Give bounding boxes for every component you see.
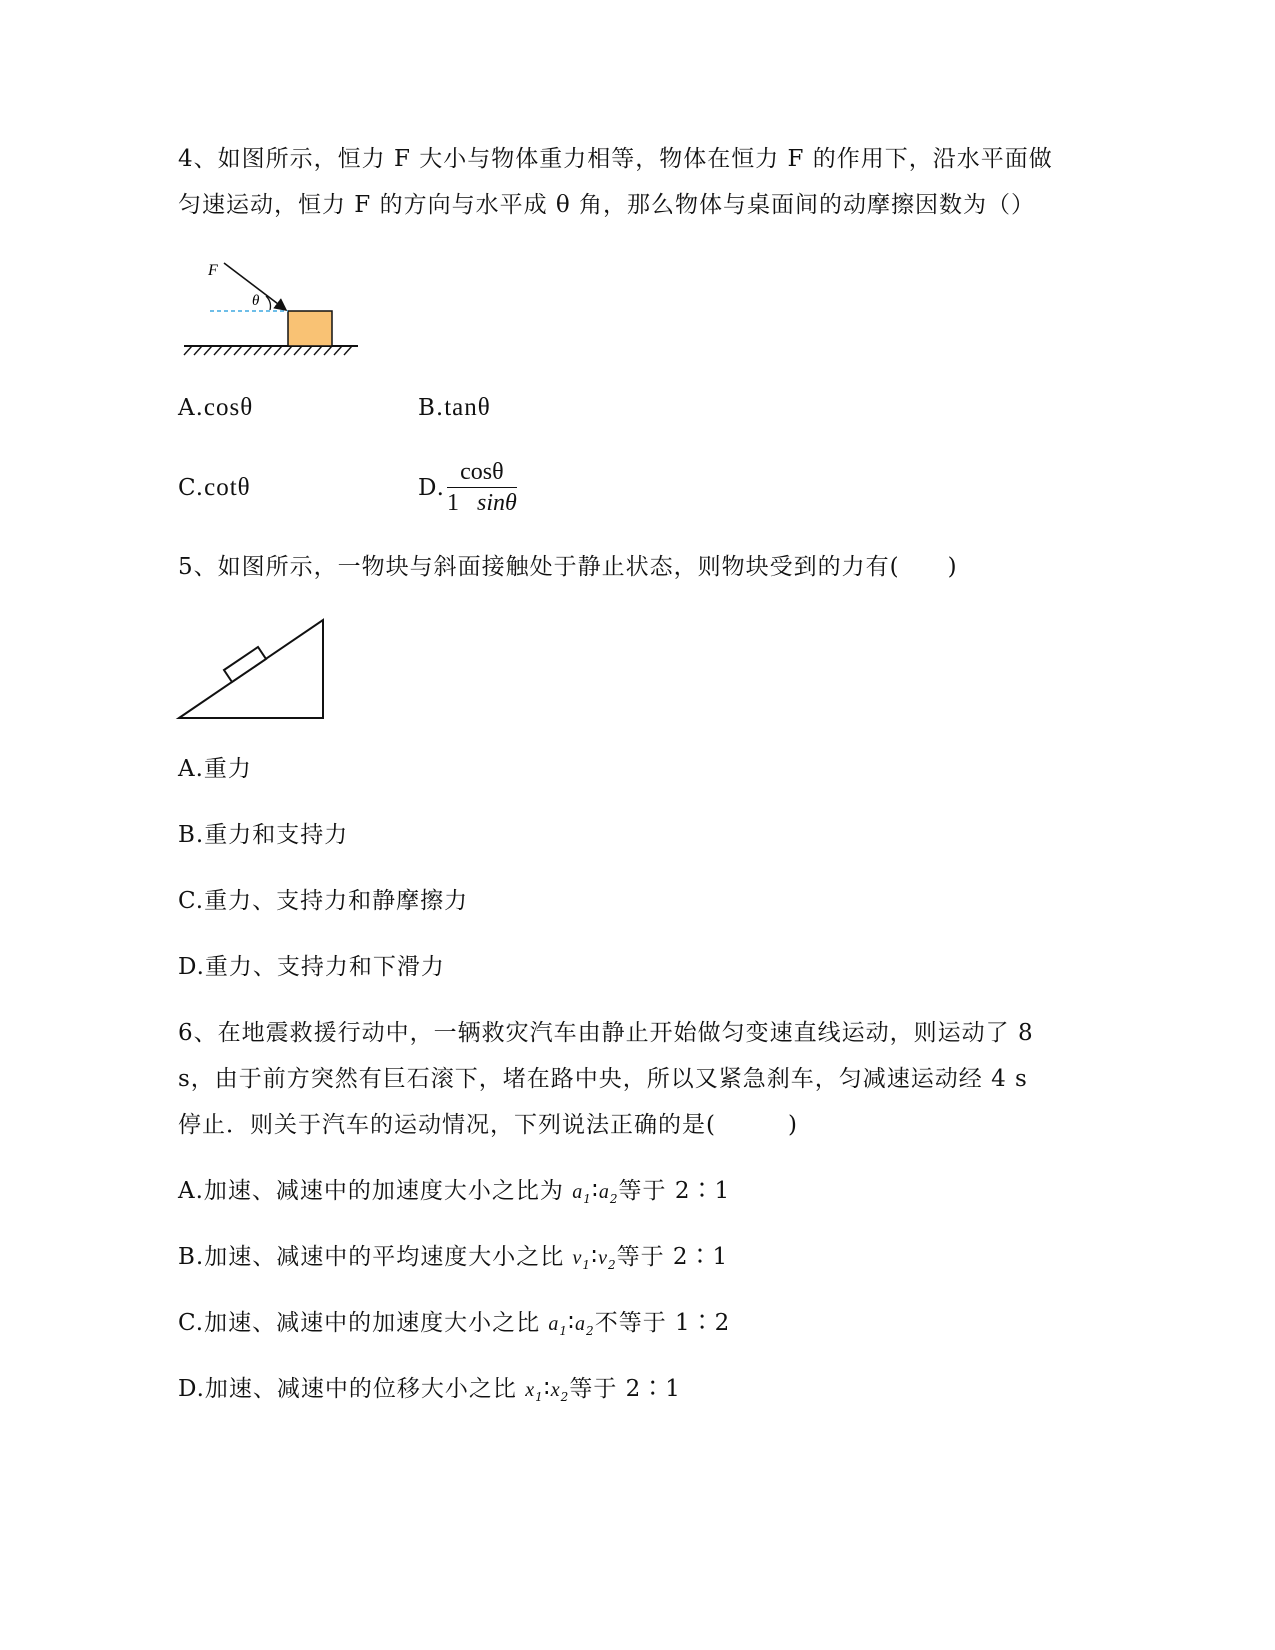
angle-label: θ (252, 293, 260, 309)
q5-incline-figure (175, 615, 335, 725)
q5-option-b: B.重力和支持力 (178, 822, 349, 848)
force-label: F (208, 262, 218, 279)
q5-stem: 5、如图所示，一物块与斜面接触处于静止状态，则物块受到的力有( ) (178, 554, 958, 580)
q6-stem-line1: 6、在地震救援行动中，一辆救灾汽车由静止开始做匀变速直线运动，则运动了 8 (178, 1020, 1034, 1046)
q6-option-a: A.加速、减速中的加速度大小之比为 $a_1∶a_2$等于 2∶1 (178, 1178, 731, 1206)
q4-option-b: B.tanθ (418, 394, 491, 421)
q4-option-c: C.cotθ (178, 474, 251, 501)
q4-option-a: A.cosθ (178, 394, 254, 421)
q6-stem-line3: 停止．则关于汽车的运动情况，下列说法正确的是( ) (178, 1112, 798, 1138)
q6-option-c: C.加速、减速中的加速度大小之比 $a_1∶a_2$不等于 1∶2 (178, 1310, 731, 1338)
ground-hatching (184, 346, 352, 355)
q6-option-b: B.加速、减速中的平均速度大小之比 $v_1∶v_2$等于 2∶1 (178, 1244, 729, 1272)
q4-stem-line1: 4、如图所示，恒力 F 大小与物体重力相等，物体在恒力 F 的作用下，沿水平面做 (178, 146, 1053, 172)
q5-option-c: C.重力、支持力和静摩擦力 (178, 888, 469, 914)
q6-stem-line2: s，由于前方突然有巨石滚下，堵在路中央，所以又紧急刹车，匀减速运动经 4 s (178, 1066, 1028, 1092)
q4-figure (178, 255, 368, 365)
q5-option-d: D.重力、支持力和下滑力 (178, 954, 445, 980)
q4-stem-line2: 匀速运动，恒力 F 的方向与水平成 θ 角，那么物体与桌面间的动摩擦因数为（） (178, 192, 1036, 218)
q6-option-d: D.加速、减速中的位移大小之比 $x_1∶x_2$等于 2∶1 (178, 1376, 681, 1404)
block (288, 311, 332, 346)
q4-option-d-label: D. (418, 475, 445, 501)
q5-option-a: A.重力 (178, 756, 252, 782)
block-on-incline (224, 647, 266, 682)
q4-option-d-fraction: $\frac{\cos\theta}{1 \sin\theta}$ (447, 459, 517, 516)
